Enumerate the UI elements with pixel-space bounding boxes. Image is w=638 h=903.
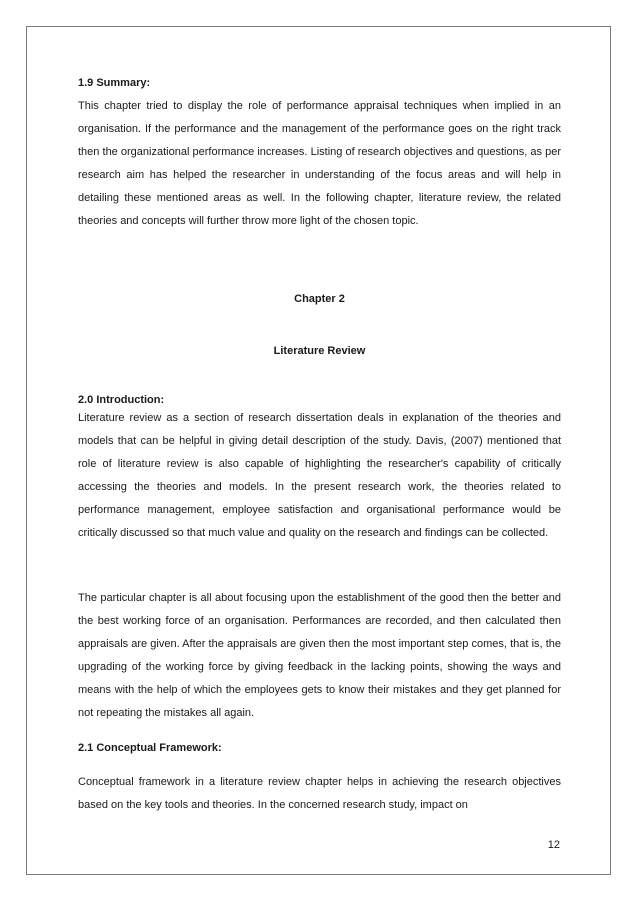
section-heading-conceptual-framework: 2.1 Conceptual Framework: <box>78 742 222 754</box>
page-number: 12 <box>547 839 560 851</box>
section-heading-introduction: 2.0 Introduction: <box>78 394 165 406</box>
introduction-paragraph-1: Literature review as a section of research dissertation deals in explanation of the theories and models that can be helpful in giving detail description of the study. Davis, (2007) mentioned that role of literature review is also capable of highlighting the researcher's capability of critically accessing the theories and models. In the present research work, the theories related to performance management, employee satisfaction and organisational performance would be critically discussed so that much value and quality on the research and findings can be collected. <box>78 412 561 539</box>
chapter-number: Chapter 2 <box>294 293 345 305</box>
introduction-paragraph-2: The particular chapter is all about focusing upon the establishment of the good then the better and the best working force of an organisation. Performances are recorded, and then calculated then appraisals are given. After the appraisals are given then the most important step comes, that is, the upgrading of the working force by giving feedback in the lacking points, showing the ways and means with the help of which the employees gets to know their mistakes and they get planned for not repeating the mistakes all again. <box>78 592 561 719</box>
chapter-title: Literature Review <box>273 345 366 357</box>
summary-paragraph: This chapter tried to display the role of performance appraisal techniques when implied in an organisation. If the performance and the management of the performance goes on the right track then the organizational performance increases. Listing of research objectives and questions, as per research aim has helped the researcher in understanding of the focus areas and will help in detailing these mentioned areas as well. In the following chapter, literature review, the related theories and concepts will further throw more light of the chosen topic. <box>78 100 561 227</box>
section-heading-summary: 1.9 Summary: <box>78 77 151 89</box>
conceptual-framework-paragraph: Conceptual framework in a literature review chapter helps in achieving the research objectives based on the key tools and theories. In the concerned research study, impact on <box>78 776 561 811</box>
